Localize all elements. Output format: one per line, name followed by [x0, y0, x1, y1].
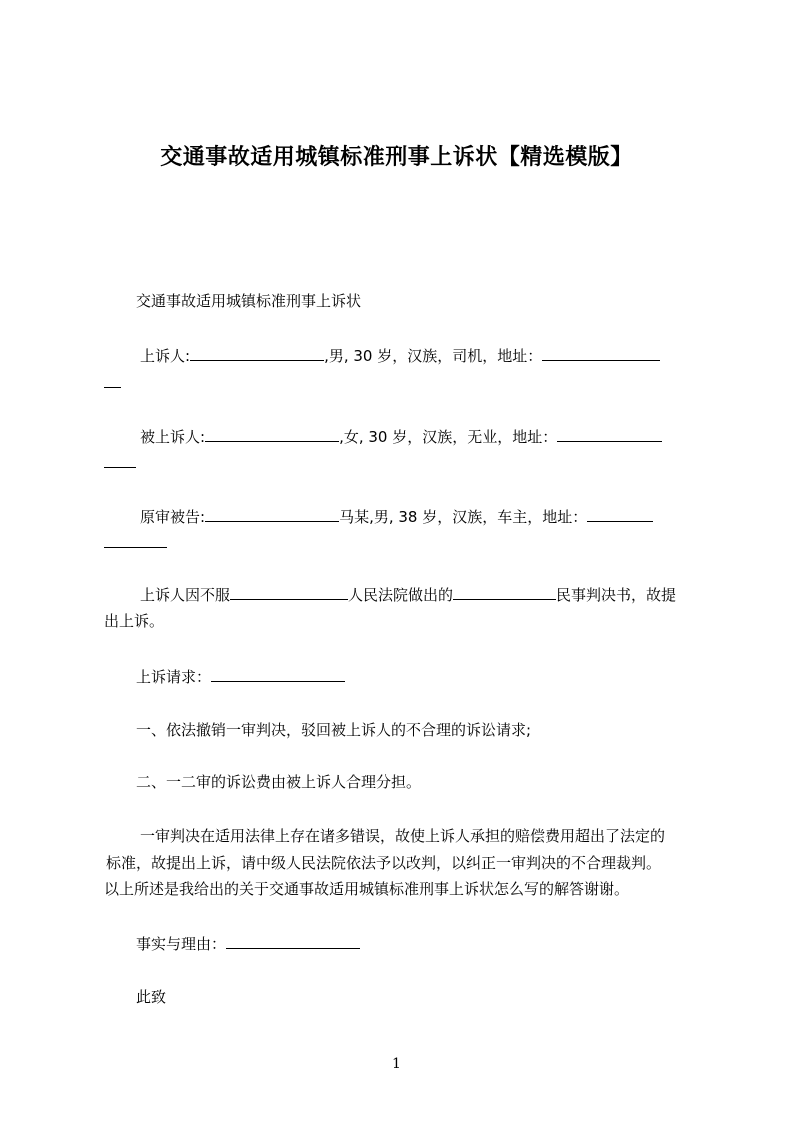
defendant-address-blank-2: [104, 532, 167, 548]
intro-part2: 人民法院做出的: [348, 586, 454, 604]
request-line: [136, 666, 345, 687]
court-blank: [230, 584, 348, 600]
appellee-address-blank-2: [104, 452, 136, 468]
intro-part4: 出上诉。: [104, 612, 165, 630]
closing-text: 此致: [136, 988, 167, 1006]
intro-part1: 上诉人因不服: [140, 586, 231, 604]
facts-blank: [226, 933, 360, 949]
reason-line-3: 以上所述是我给出的关于交通事故适用城镇标准刑事上诉状怎么写的解答谢谢。: [104, 880, 630, 898]
document-title: 交通事故适用城镇标准刑事上诉状【精选模版】: [160, 145, 633, 170]
appellant-address-blank-2: [104, 372, 121, 388]
reason-line-1: 一审判决在适用法律上存在诸多错误，故使上诉人承担的赔偿费用超出了法定的: [140, 827, 666, 845]
defendant-address-continuation: [104, 532, 167, 553]
defendant-address-blank: [587, 506, 653, 522]
facts-line: [136, 933, 360, 954]
request-item-1: 一、依法撤销一审判决，驳回被上诉人的不合理的诉讼请求;: [136, 721, 532, 739]
defendant-label: 原审被告:: [140, 508, 206, 526]
page-number: 1: [392, 1056, 401, 1072]
document-heading: 交通事故适用城镇标准刑事上诉状: [136, 292, 362, 310]
appellee-details: ,女, 30 岁，汉族，无业，地址：: [339, 428, 558, 446]
request-label: 上诉请求：: [136, 668, 212, 686]
intro-part3: 民事判决书，故提: [556, 586, 677, 604]
appellant-details: ,男, 30 岁，汉族，司机，地址：: [324, 347, 543, 365]
appellee-line: [140, 426, 662, 447]
appellant-name-blank: [190, 345, 324, 361]
appellant-label: 上诉人:: [140, 347, 191, 365]
defendant-line: [140, 506, 653, 527]
request-blank: [211, 666, 345, 682]
appellant-address-blank: [542, 345, 660, 361]
appellee-label: 被上诉人:: [140, 428, 206, 446]
defendant-details: 马某,男, 38 岁，汉族，车主，地址：: [339, 508, 588, 526]
appellant-line: [140, 345, 660, 366]
facts-label: 事实与理由：: [136, 935, 227, 953]
request-item-2: 二、一二审的诉讼费由被上诉人合理分担。: [136, 773, 422, 791]
judgment-blank: [453, 584, 556, 600]
appellee-address-continuation: [104, 452, 136, 473]
intro-line: [140, 584, 676, 605]
appellee-address-blank: [557, 426, 662, 442]
appellant-address-continuation: [104, 372, 121, 393]
reason-line-2: 标准，故提出上诉，请中级人民法院依法予以改判，以纠正一审判决的不合理裁判。: [106, 854, 662, 872]
appellee-name-blank: [205, 426, 339, 442]
defendant-name-blank: [205, 506, 339, 522]
